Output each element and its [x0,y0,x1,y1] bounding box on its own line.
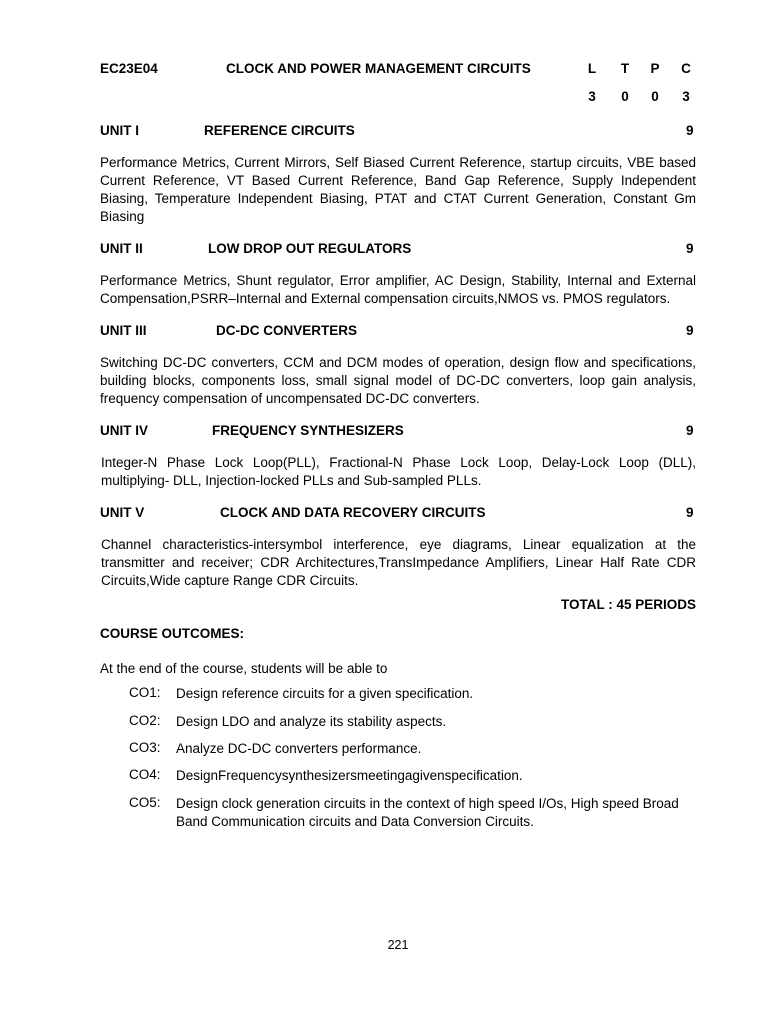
unit-2-title: LOW DROP OUT REGULATORS [208,241,412,256]
unit-2-label: UNIT II [100,241,143,256]
co2-text: Design LDO and analyze its stability aspects. [176,714,447,729]
unit-2-hours: 9 [686,241,694,256]
ltpc-header-t: T [620,61,630,76]
unit-1-content: Performance Metrics, Current Mirrors, Self Biased Current Reference, startup circuits, VBE based Current Reference, VT Based Current Reference, Band Gap Reference, Supply Independent Biasing, Temperature Independent Biasing, PTAT and CTAT Current Generation, Constant Gm Biasing [100,155,696,224]
unit-2-content: Performance Metrics, Shunt regulator, Error amplifier, AC Design, Stability, Internal and External Compensation,PSRR–Internal and External compensation circuits,NMOS vs. PMOS regulators. [100,273,696,306]
ltpc-value-t: 0 [621,89,629,104]
unit-3-label: UNIT III [100,323,147,338]
unit-1-hours: 9 [686,123,694,138]
co1-text: Design reference circuits for a given specification. [176,686,474,701]
ltpc-header-p: P [650,61,660,76]
course-code: EC23E04 [100,61,158,76]
ltpc-value-c: 3 [682,89,690,104]
unit-4-content: Integer-N Phase Lock Loop(PLL), Fractional-N Phase Lock Loop, Delay-Lock Loop (DLL), multiplying- DLL, Injection-locked PLLs and Sub-sampled PLLs. [101,455,696,488]
course-outcomes-heading: COURSE OUTCOMES: [100,626,245,641]
unit-5-content: Channel characteristics-intersymbol interference, eye diagrams, Linear equalization at the transmitter and receiver; CDR Architectures,TransImpedance Amplifiers, Linear Half Rate CDR Circuits,Wide capture Range CDR Circuits. [101,537,696,588]
unit-1-label: UNIT I [100,123,139,138]
co3-text: Analyze DC-DC converters performance. [176,741,422,756]
ltpc-header-l: L [587,61,597,76]
unit-5-hours: 9 [686,505,694,520]
course-outcomes-intro: At the end of the course, students will be able to [100,661,388,676]
course-title: CLOCK AND POWER MANAGEMENT CIRCUITS [226,61,531,76]
co4-id: CO4: [129,767,161,782]
unit-1-title: REFERENCE CIRCUITS [204,123,355,138]
unit-3-hours: 9 [686,323,694,338]
unit-5-label: UNIT V [100,505,145,520]
unit-4-title: FREQUENCY SYNTHESIZERS [212,423,404,438]
ltpc-value-l: 3 [588,89,596,104]
co4-text: DesignFrequencysynthesizersmeetingagivenspecification. [176,768,523,783]
unit-4-hours: 9 [686,423,694,438]
page-number: 221 [387,938,409,952]
co5-id: CO5: [129,795,161,810]
unit-4-label: UNIT IV [100,423,149,438]
co3-id: CO3: [129,740,161,755]
ltpc-header-c: C [681,61,691,76]
co2-id: CO2: [129,713,161,728]
co5-text: Design clock generation circuits in the context of high speed I/Os, High speed Broad Band Communication circuits and Data Conversion Circuits. [176,796,679,829]
total-periods: TOTAL : 45 PERIODS [560,597,696,612]
unit-3-content: Switching DC-DC converters, CCM and DCM modes of operation, design flow and specifications, building blocks, components loss, small signal model of DC-DC converters, loop gain analysis, frequency compensation of uncompensated DC-DC converters. [100,355,696,406]
unit-3-title: DC-DC CONVERTERS [216,323,358,338]
unit-5-title: CLOCK AND DATA RECOVERY CIRCUITS [220,505,486,520]
ltpc-value-p: 0 [651,89,659,104]
co1-id: CO1: [129,685,161,700]
